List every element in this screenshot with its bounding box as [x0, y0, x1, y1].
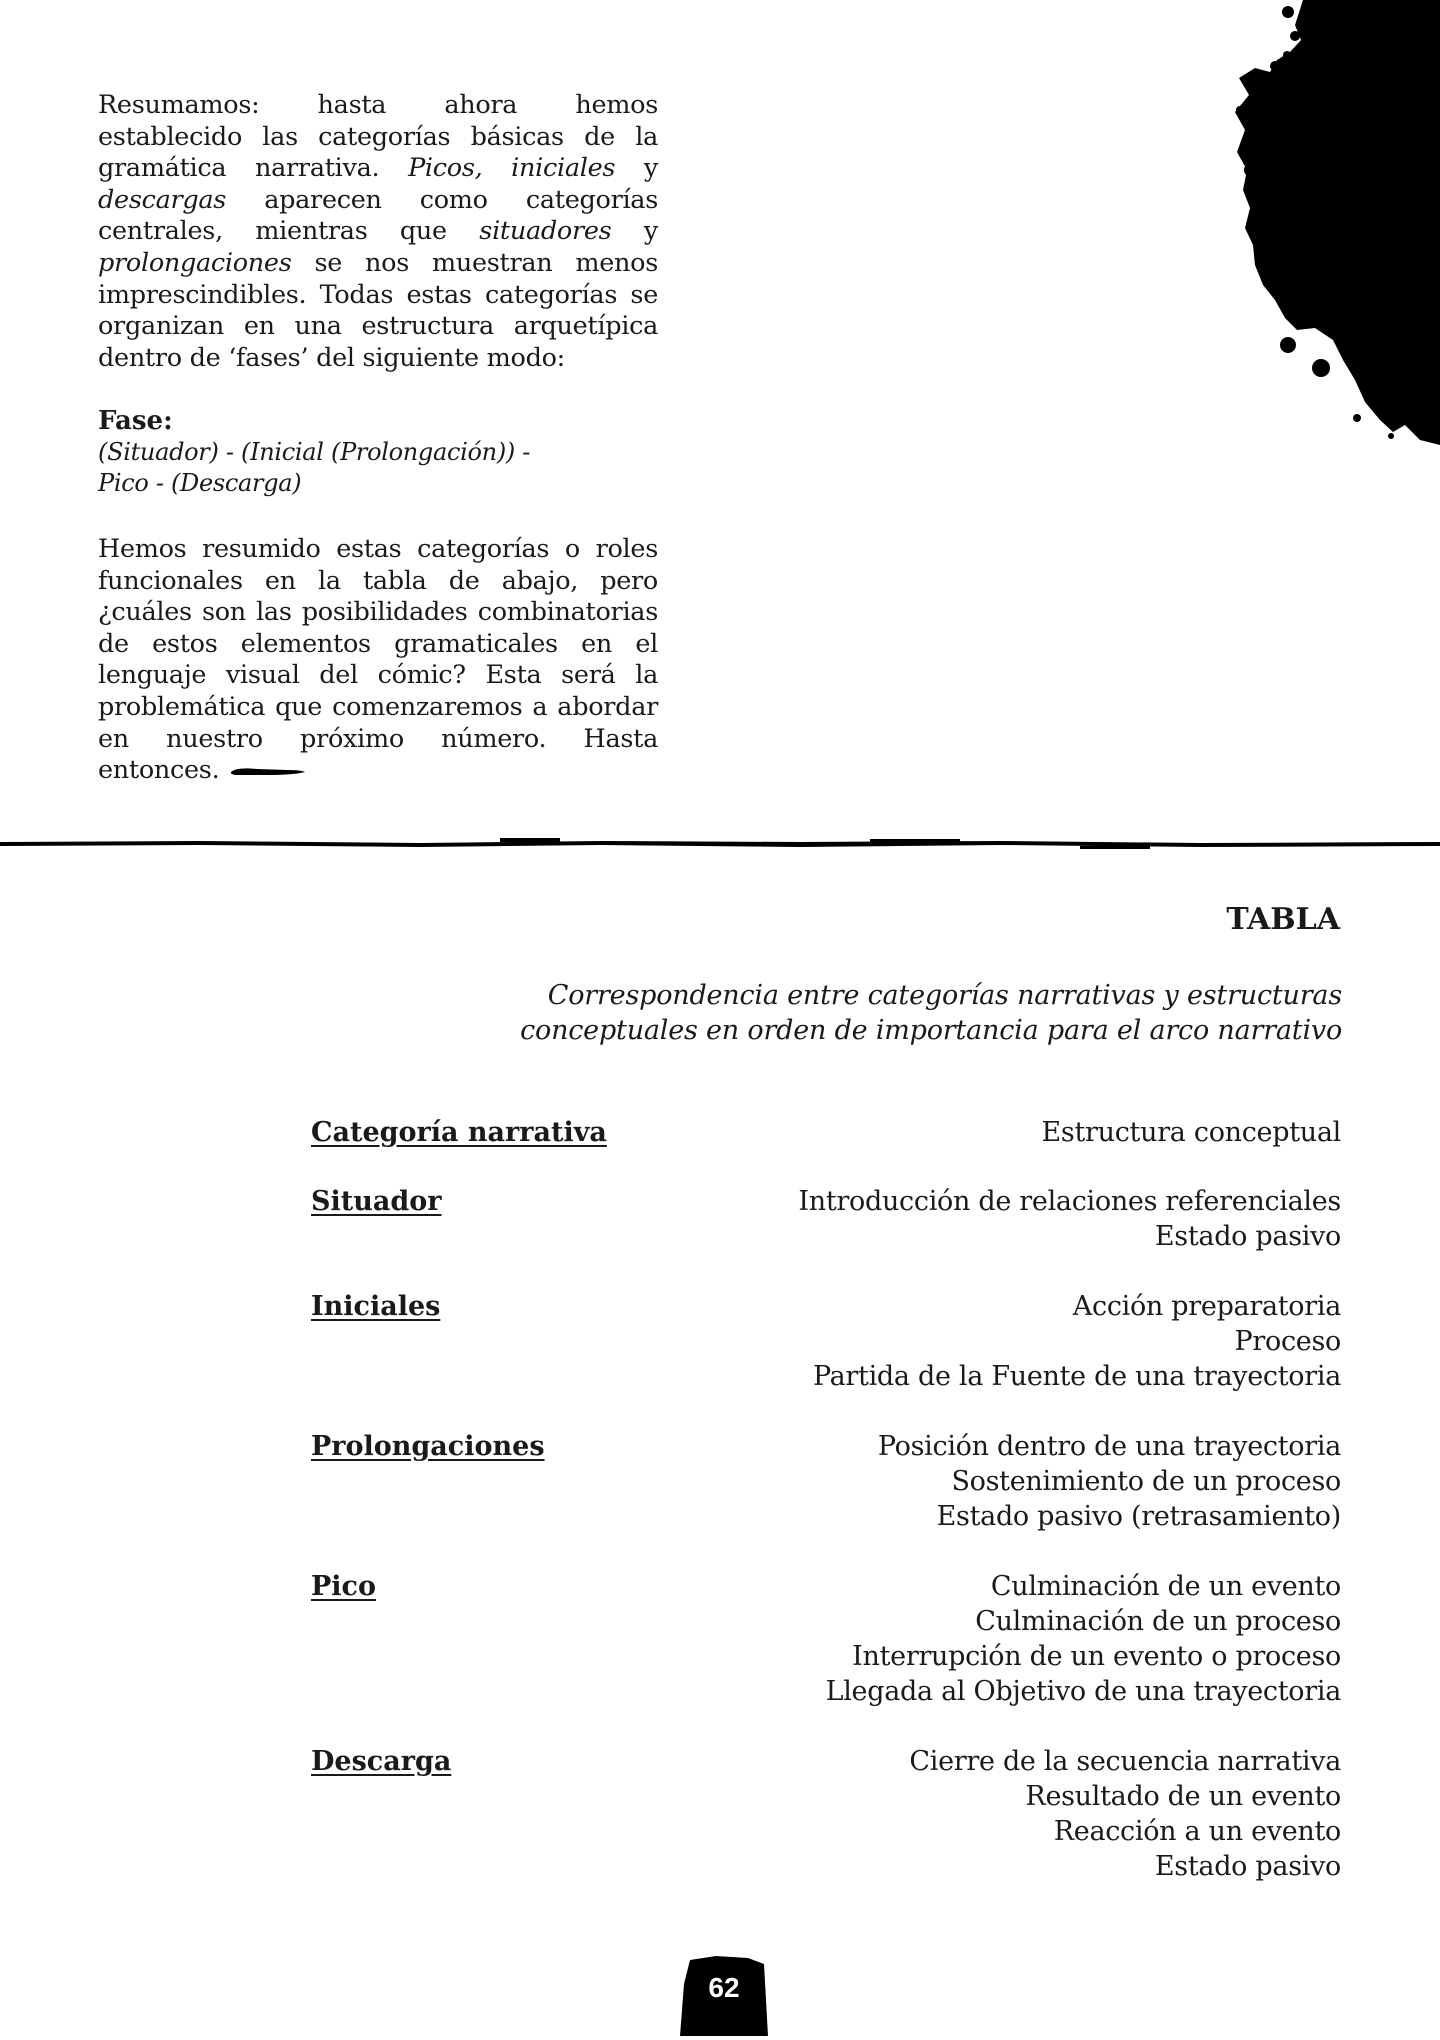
tabla-caption-line: Correspondencia entre categorías narrativas y estructuras — [547, 980, 1342, 1011]
closing-paragraph — [98, 534, 658, 787]
concept-item: Llegada al Objetivo de una trayectoria — [825, 1676, 1341, 1707]
header-structure — [1042, 1115, 1341, 1150]
end-mark-icon — [227, 764, 307, 778]
intro-emph-situadores: situadores — [479, 216, 612, 247]
intro-text: aparecen como categorías centrales, mientras que — [98, 184, 658, 247]
row-category: Prolongaciones — [311, 1431, 545, 1462]
table-row — [311, 1569, 1341, 1709]
intro-text: y — [615, 153, 658, 184]
section-divider — [0, 832, 1440, 854]
concept-item: Interrupción de un evento o proceso — [852, 1641, 1341, 1672]
row-category: Descarga — [311, 1746, 452, 1777]
concept-item: Estado pasivo — [1154, 1221, 1341, 1252]
fase-label: Fase: — [98, 406, 173, 436]
row-concepts — [813, 1289, 1341, 1394]
fase-block — [98, 405, 678, 499]
intro-paragraph — [98, 90, 658, 374]
row-category: Iniciales — [311, 1291, 441, 1322]
intro-text: y — [611, 216, 658, 247]
tabla-title: TABLA — [1226, 902, 1340, 937]
intro-emph-picos: Picos, iniciales — [408, 153, 616, 184]
tabla-caption-line: conceptuales en orden de importancia para el arco narrativo — [520, 1015, 1342, 1046]
table-row — [311, 1289, 1341, 1394]
row-concepts — [909, 1744, 1341, 1884]
header-category: Categoría narrativa — [311, 1117, 607, 1148]
intro-emph-prolongaciones: prolongaciones — [98, 247, 292, 278]
row-concepts — [826, 1569, 1341, 1709]
concept-item: Resultado de un evento — [1025, 1781, 1341, 1812]
table-row — [311, 1744, 1341, 1884]
concept-item: Estado pasivo — [1154, 1851, 1341, 1882]
concept-item: Posición dentro de una trayectoria — [877, 1431, 1341, 1462]
concept-item: Partida de la Fuente de una trayectoria — [812, 1361, 1341, 1392]
concept-item: Culminación de un evento — [990, 1571, 1341, 1602]
page-number: 62 — [708, 1972, 740, 2003]
row-concepts — [798, 1184, 1341, 1254]
row-category: Pico — [311, 1571, 377, 1602]
concept-item: Cierre de la secuencia narrativa — [909, 1746, 1341, 1777]
concept-item: Culminación de un proceso — [975, 1606, 1341, 1637]
page-number-badge — [676, 1954, 772, 2036]
concept-item: Estado pasivo (retrasamiento) — [936, 1501, 1341, 1532]
closing-text: Hemos resumido estas categorías o roles funcionales en la tabla de abajo, pero ¿cuáles son las posibilidades combinatorias de estos elementos gramaticales en el lenguaje visual del cómic? Esta será la problemática que comenzaremos a abordar en nuestro próximo número. Hasta entonces. — [98, 534, 658, 786]
header-structure-label: Estructura conceptual — [1041, 1117, 1341, 1148]
ink-splatter-icon — [1215, 0, 1440, 450]
table-row — [311, 1429, 1341, 1534]
table-row — [311, 1184, 1341, 1254]
concept-item: Proceso — [1234, 1326, 1341, 1357]
concept-item: Reacción a un evento — [1053, 1816, 1341, 1847]
intro-text: se nos muestran menos imprescindibles. Todas estas categorías se organizan en una estructura arquetípica dentro de ‘fases’ del siguiente modo: — [98, 247, 658, 373]
concept-item: Acción preparatoria — [1072, 1291, 1341, 1322]
tabla-caption — [342, 978, 1342, 1048]
fase-formula — [98, 437, 678, 499]
fase-formula-line: Pico - (Descarga) — [98, 469, 302, 497]
intro-emph-descargas: descargas — [98, 184, 227, 215]
concept-item: Introducción de relaciones referenciales — [798, 1186, 1341, 1217]
categories-table — [311, 1115, 1341, 1919]
row-category: Situador — [311, 1186, 442, 1217]
table-header-row — [311, 1115, 1341, 1150]
row-concepts — [878, 1429, 1341, 1534]
fase-formula-line: (Situador) - (Inicial (Prolongación)) - — [98, 438, 531, 466]
table-body — [311, 1184, 1341, 1884]
concept-item: Sostenimiento de un proceso — [951, 1466, 1341, 1497]
intro-text: Resumamos: hasta ahora hemos establecido las categorías básicas de la gramática narrativa. — [98, 90, 658, 184]
